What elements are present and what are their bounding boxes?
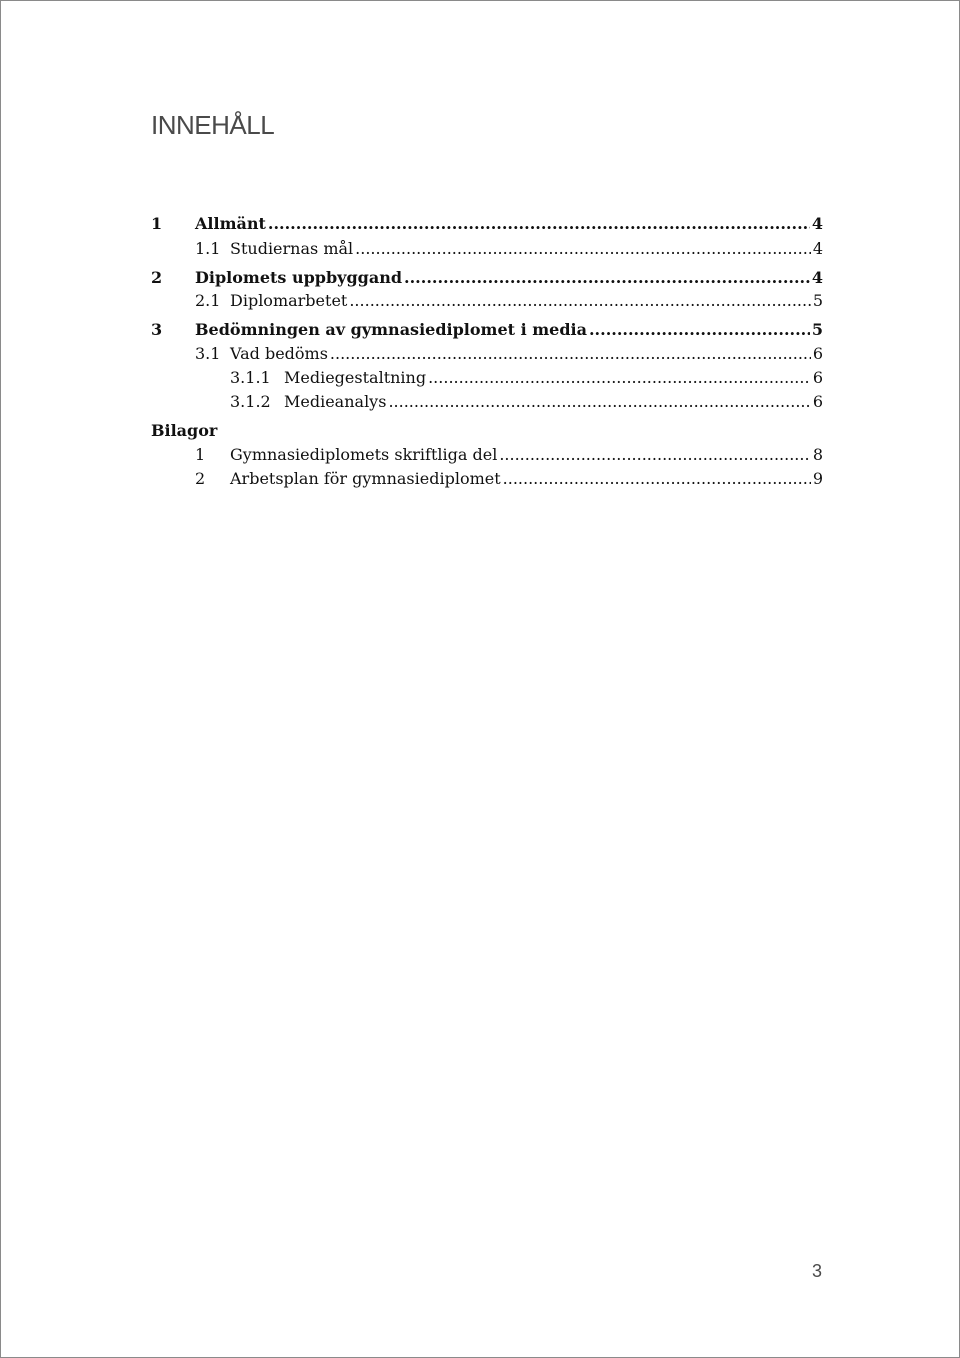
toc-entry-number: 3 <box>151 320 163 339</box>
toc-entry-page: 6 <box>812 368 823 387</box>
toc-entry-bilaga-2[interactable] <box>151 468 823 490</box>
toc-entry-studiernas-mal[interactable] <box>151 238 823 260</box>
toc-entry-label: Allmänt <box>195 214 266 233</box>
dot-leader <box>503 468 811 490</box>
toc-entry-number: 1 <box>151 214 163 233</box>
toc-entry-diplomets-uppbyggand[interactable] <box>151 267 823 289</box>
dot-leader <box>268 213 810 235</box>
toc-entry-label: Vad bedöms <box>230 344 328 363</box>
toc-entry-label: Studiernas mål <box>230 239 354 258</box>
toc-entry-label: Diplomets uppbyggand <box>195 268 403 287</box>
dot-leader <box>428 367 811 389</box>
dot-leader <box>388 391 810 413</box>
toc-entry-page: 4 <box>811 214 823 233</box>
toc-entry-label: Diplomarbetet <box>230 291 348 310</box>
toc-entry-vad-bedoms[interactable] <box>151 343 823 365</box>
toc-entry-page: 8 <box>812 445 823 464</box>
toc-entry-bedomningen[interactable] <box>151 319 823 341</box>
dot-leader <box>355 238 811 260</box>
toc-entry-page: 5 <box>812 291 823 310</box>
dot-leader <box>589 319 810 341</box>
toc-entry-number: 3.1 <box>195 344 221 363</box>
dot-leader <box>349 290 810 312</box>
page-title: INNEHÅLL <box>151 110 275 140</box>
toc-entry-page: 6 <box>812 344 823 363</box>
toc-entry-page: 9 <box>812 469 823 488</box>
toc-entry-number: 1 <box>195 445 206 464</box>
toc-entry-number: 2.1 <box>195 291 221 310</box>
toc-entry-page: 6 <box>812 392 823 411</box>
toc-entry-medieanalys[interactable] <box>151 391 823 413</box>
toc-entry-number: 3.1.1 <box>230 368 271 387</box>
toc-entry-label: Gymnasiediplomets skriftliga del <box>230 445 498 464</box>
toc-entry-page: 4 <box>812 239 823 258</box>
toc-entry-label: Arbetsplan för gymnasiediplomet <box>230 469 501 488</box>
toc-entry-number: 2 <box>151 268 163 287</box>
toc-entry-page: 5 <box>811 320 823 339</box>
toc-entry-diplomarbetet[interactable] <box>151 290 823 312</box>
toc-entry-label: Bedömningen av gymnasiediplomet i media <box>195 320 587 339</box>
dot-leader <box>499 444 811 466</box>
toc-entry-label: Mediegestaltning <box>284 368 427 387</box>
dot-leader <box>330 343 811 365</box>
toc-entry-number: 1.1 <box>195 239 221 258</box>
toc-entry-label: Medieanalys <box>284 392 387 411</box>
toc-entry-mediegestaltning[interactable] <box>151 367 823 389</box>
bilagor-heading: Bilagor <box>151 421 218 440</box>
toc-entry-bilaga-1[interactable] <box>151 444 823 466</box>
page-number: 3 <box>812 1261 823 1281</box>
toc-entry-allmant[interactable] <box>151 213 823 235</box>
toc-entry-page: 4 <box>811 268 823 287</box>
toc-entry-number: 2 <box>195 469 206 488</box>
toc-entry-number: 3.1.2 <box>230 392 271 411</box>
dot-leader <box>404 267 810 289</box>
